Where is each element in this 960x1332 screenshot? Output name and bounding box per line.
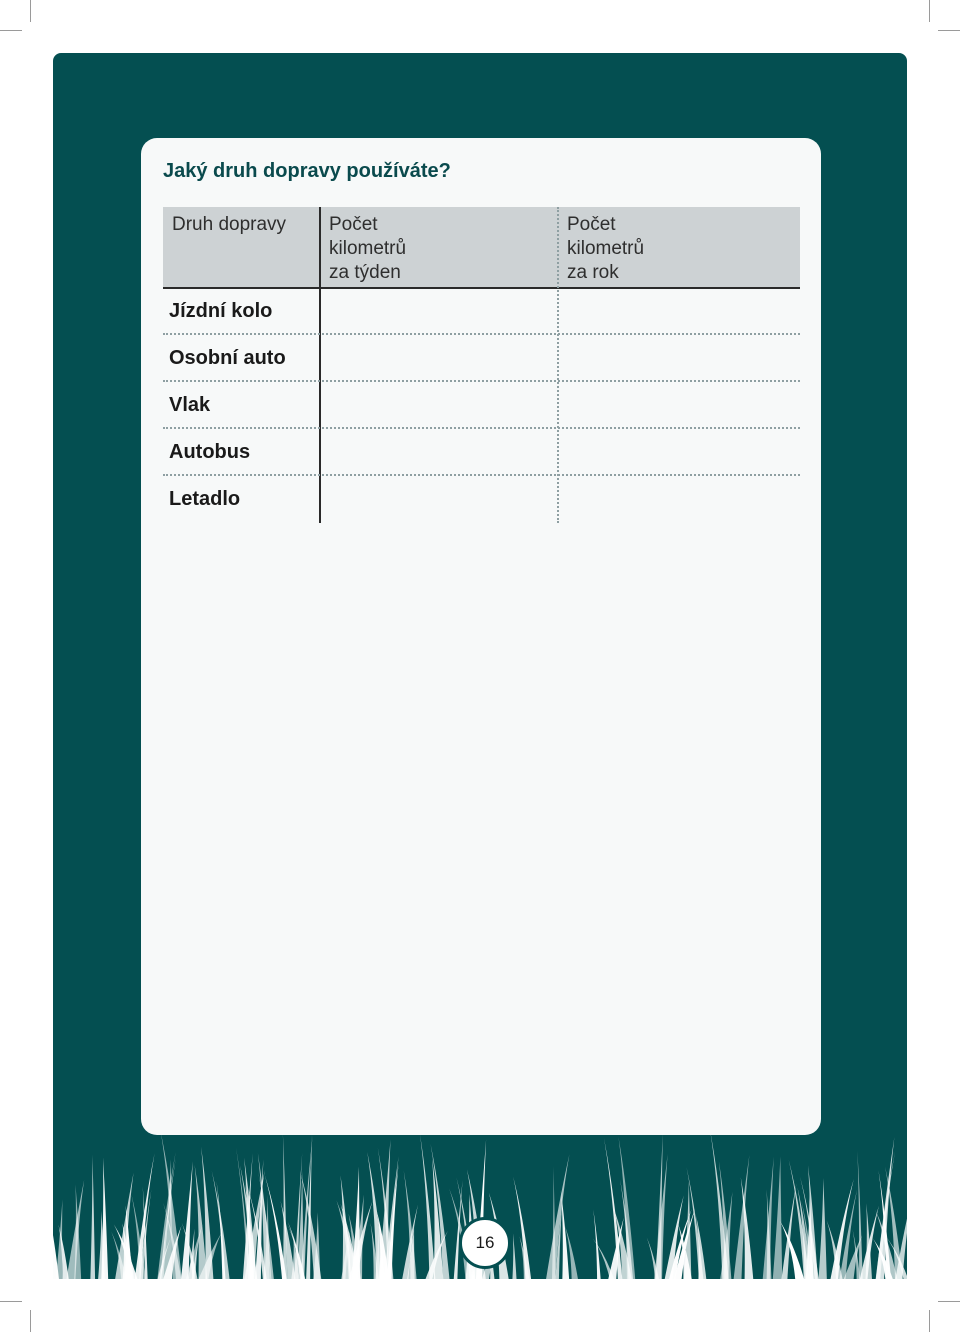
row-divider (163, 333, 800, 335)
row-label-car: Osobní auto (169, 347, 286, 369)
row-label-bus: Autobus (169, 441, 251, 463)
crop-mark (929, 1310, 930, 1332)
grass-blade (654, 1154, 667, 1279)
grass-blade (513, 1177, 531, 1279)
crop-mark (938, 30, 960, 31)
grass-blade (818, 1178, 826, 1279)
grass-blade (212, 1171, 230, 1279)
crop-mark (0, 30, 22, 31)
row-divider (163, 427, 800, 429)
row-label-plane: Letadlo (169, 488, 241, 510)
grass-blade (710, 1130, 729, 1279)
crop-mark (0, 1301, 22, 1302)
header-divider (163, 287, 800, 289)
header-km-per-week: Počet kilometrů za týden (329, 214, 407, 283)
header-transport-type: Druh dopravy (172, 214, 287, 235)
row-divider (163, 380, 800, 382)
grass-blade (763, 1157, 774, 1279)
header-km-per-year: Počet kilometrů za rok (567, 214, 645, 283)
grass-blade (618, 1137, 635, 1279)
row-divider (163, 474, 800, 476)
grass-blade (512, 1233, 516, 1279)
row-label-train: Vlak (169, 394, 211, 416)
grass-blade (773, 1156, 782, 1279)
crop-mark (929, 0, 930, 22)
grass-blade (283, 1133, 287, 1279)
grass-blade (604, 1138, 622, 1279)
page-number: 16 (459, 1217, 511, 1269)
crop-mark (30, 1310, 31, 1332)
crop-mark (938, 1301, 960, 1302)
grass-blade (420, 1134, 435, 1279)
crop-mark (30, 0, 31, 22)
question-heading: Jaký druh dopravy používáte? (163, 160, 451, 182)
grass-blade (340, 1175, 351, 1279)
row-label-bicycle: Jízdní kolo (169, 300, 273, 322)
grass-blade (90, 1155, 95, 1279)
grass-blade (857, 1151, 862, 1279)
transport-table (163, 207, 800, 523)
